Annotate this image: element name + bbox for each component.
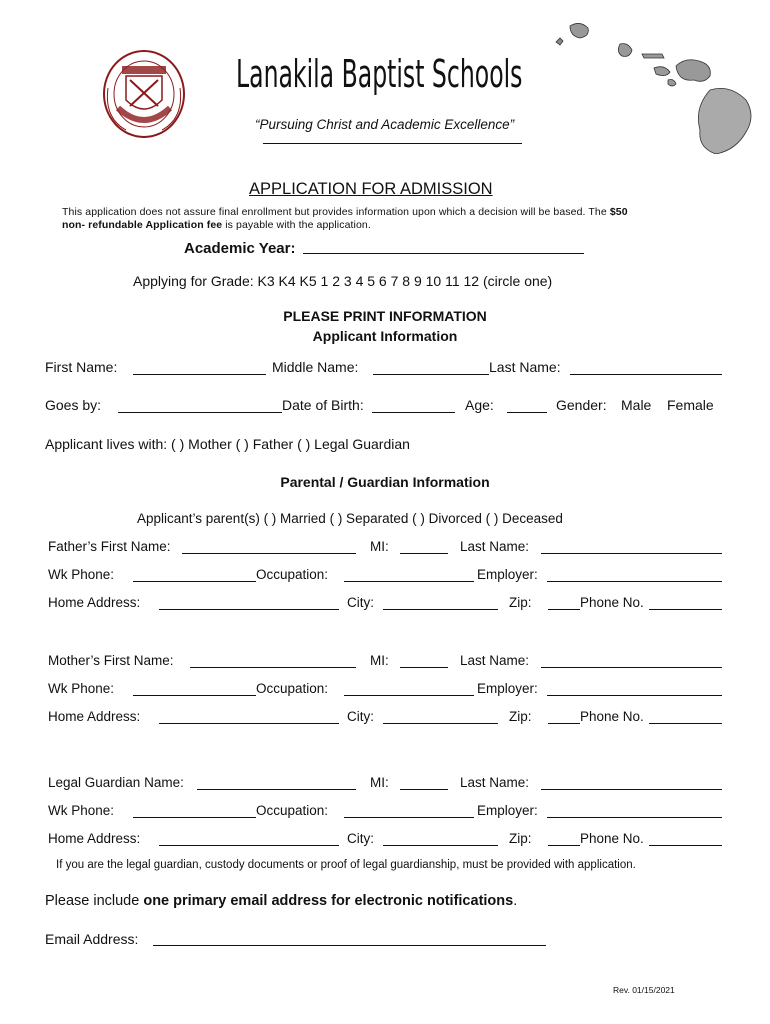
father-name-label: Father’s First Name:	[48, 539, 171, 554]
dob-label: Date of Birth:	[282, 397, 364, 413]
guardian-occupation-field[interactable]	[344, 817, 474, 818]
mother-phone-no-field[interactable]	[649, 723, 722, 724]
father-employer-label: Employer:	[477, 567, 538, 582]
father-mi-field[interactable]	[400, 553, 448, 554]
father-name-field[interactable]	[182, 553, 356, 554]
father-occupation-label: Occupation:	[256, 567, 329, 582]
mother-zip-field[interactable]	[548, 723, 580, 724]
goes-by-field[interactable]	[118, 412, 282, 413]
father-phone-no-label: Phone No.	[580, 595, 644, 610]
father-home-address-label: Home Address:	[48, 595, 141, 610]
print-heading: PLEASE PRINT INFORMATION	[283, 308, 487, 324]
guardian-last-name-field[interactable]	[541, 789, 722, 790]
father-home-address-field[interactable]	[159, 609, 339, 610]
father-city-field[interactable]	[383, 609, 498, 610]
first-name-field[interactable]	[133, 374, 266, 375]
mother-city-label: City:	[347, 709, 374, 724]
guardian-zip-label: Zip:	[509, 831, 532, 846]
guardian-occupation-label: Occupation:	[256, 803, 329, 818]
guardian-name-field[interactable]	[197, 789, 356, 790]
revision-date: Rev. 01/15/2021	[613, 985, 675, 995]
email-note: Please include one primary email address for electronic notifications.	[45, 893, 518, 909]
father-city-label: City:	[347, 595, 374, 610]
guardian-city-label: City:	[347, 831, 374, 846]
age-field[interactable]	[507, 412, 547, 413]
middle-name-label: Middle Name:	[272, 359, 359, 375]
motto-underline	[263, 143, 522, 144]
academic-year-label: Academic Year:	[184, 240, 296, 257]
guardian-phone-no-label: Phone No.	[580, 831, 644, 846]
lives-with-options[interactable]: Applicant lives with: ( ) Mother ( ) Father ( ) Legal Guardian	[45, 436, 410, 452]
email-field[interactable]	[153, 945, 546, 946]
academic-year-field[interactable]	[303, 253, 584, 254]
mother-home-address-field[interactable]	[159, 723, 339, 724]
intro-text: This application does not assure final enrollment but provides information upon which a decision will be based. The $50 non- refundable Application fee is payable with the application.	[62, 206, 628, 231]
mother-last-name-field[interactable]	[541, 667, 722, 668]
guardian-name-label: Legal Guardian Name:	[48, 775, 184, 790]
father-zip-label: Zip:	[509, 595, 532, 610]
school-motto: “Pursuing Christ and Academic Excellence”	[255, 117, 515, 132]
parental-heading: Parental / Guardian Information	[280, 474, 490, 490]
father-occupation-field[interactable]	[344, 581, 474, 582]
form-title: APPLICATION FOR ADMISSION	[249, 180, 493, 198]
mother-city-field[interactable]	[383, 723, 498, 724]
gender-male-option[interactable]: Male	[621, 397, 652, 413]
father-phone-no-field[interactable]	[649, 609, 722, 610]
applicant-heading: Applicant Information	[312, 328, 458, 344]
age-label: Age:	[465, 397, 494, 413]
guardian-last-name-label: Last Name:	[460, 775, 530, 790]
mother-occupation-field[interactable]	[344, 695, 474, 696]
mother-wk-phone-field[interactable]	[133, 695, 256, 696]
mother-mi-field[interactable]	[400, 667, 448, 668]
father-last-name-field[interactable]	[541, 553, 722, 554]
guardian-wk-phone-label: Wk Phone:	[48, 803, 115, 818]
guardian-mi-field[interactable]	[400, 789, 448, 790]
father-last-name-label: Last Name:	[460, 539, 530, 554]
guardian-home-address-field[interactable]	[159, 845, 339, 846]
gender-label: Gender:	[556, 397, 607, 413]
mother-employer-field[interactable]	[547, 695, 722, 696]
mother-name-field[interactable]	[190, 667, 356, 668]
gender-female-option[interactable]: Female	[667, 397, 714, 413]
school-seal-logo	[100, 48, 188, 144]
father-mi-label: MI:	[370, 539, 389, 554]
mother-wk-phone-label: Wk Phone:	[48, 681, 115, 696]
mother-employer-label: Employer:	[477, 681, 538, 696]
guardian-home-address-label: Home Address:	[48, 831, 141, 846]
goes-by-label: Goes by:	[45, 397, 102, 413]
father-zip-field[interactable]	[548, 609, 580, 610]
email-label: Email Address:	[45, 931, 139, 947]
last-name-field[interactable]	[570, 374, 722, 375]
guardian-note: If you are the legal guardian, custody documents or proof of legal guardianship, must be provided with application.	[56, 859, 636, 871]
mother-occupation-label: Occupation:	[256, 681, 329, 696]
mother-zip-label: Zip:	[509, 709, 532, 724]
mother-name-label: Mother’s First Name:	[48, 653, 174, 668]
mother-home-address-label: Home Address:	[48, 709, 141, 724]
father-employer-field[interactable]	[547, 581, 722, 582]
guardian-phone-no-field[interactable]	[649, 845, 722, 846]
father-wk-phone-field[interactable]	[133, 581, 256, 582]
guardian-employer-label: Employer:	[477, 803, 538, 818]
hawaiian-islands-map-icon	[550, 16, 760, 154]
guardian-mi-label: MI:	[370, 775, 389, 790]
dob-field[interactable]	[372, 412, 455, 413]
last-name-label: Last Name:	[489, 359, 561, 375]
school-name: Lanakila Baptist Schools	[236, 52, 523, 96]
parents-status-options[interactable]: Applicant’s parent(s) ( ) Married ( ) Separated ( ) Divorced ( ) Deceased	[137, 511, 563, 526]
first-name-label: First Name:	[45, 359, 118, 375]
guardian-employer-field[interactable]	[547, 817, 722, 818]
mother-phone-no-label: Phone No.	[580, 709, 644, 724]
guardian-wk-phone-field[interactable]	[133, 817, 256, 818]
guardian-zip-field[interactable]	[548, 845, 580, 846]
mother-mi-label: MI:	[370, 653, 389, 668]
father-wk-phone-label: Wk Phone:	[48, 567, 115, 582]
mother-last-name-label: Last Name:	[460, 653, 530, 668]
guardian-city-field[interactable]	[383, 845, 498, 846]
middle-name-field[interactable]	[373, 374, 489, 375]
grade-selection: Applying for Grade: K3 K4 K5 1 2 3 4 5 6 7 8 9 10 11 12 (circle one)	[133, 273, 553, 289]
